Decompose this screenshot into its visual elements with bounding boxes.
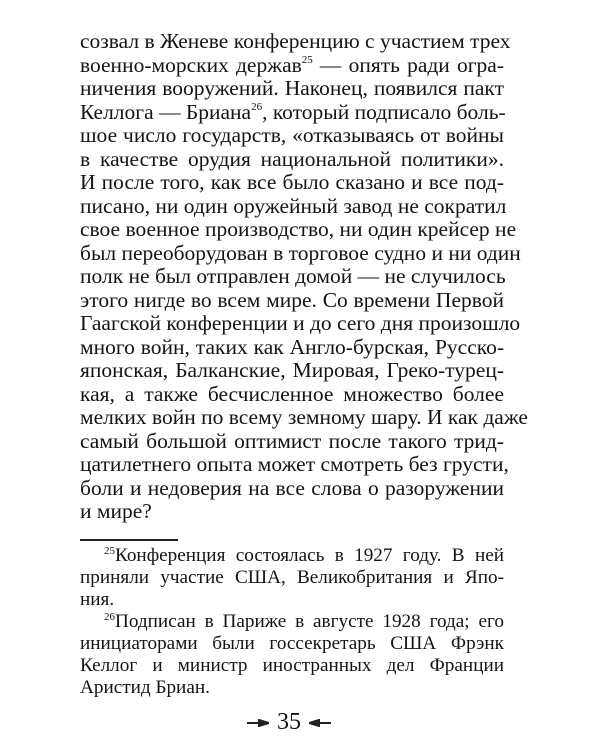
text-line: приняли участие США, Великобритания и Япо- [80,567,504,588]
text-line: и мире? [80,499,152,523]
footnote-number: 25 [104,545,115,557]
ornament-left-icon [247,719,269,727]
text-segment: Подписан в Париже в августе 1928 года; его [115,611,504,632]
text-line: ничения вооружений. Наконец, появился пакт [80,76,504,100]
text-segment: Келлога — Бриана [80,99,252,124]
footnotes [80,545,504,699]
text-line: был переоборудован в торговое судно и ни один [80,240,521,265]
text-line: ния. [80,589,115,610]
text-line: самый большой оптимист после такого трид- [80,428,504,453]
text-line: Аристид Бриан. [80,677,210,698]
text-line: этого нигде во всем мире. Со времени Первой [80,287,504,312]
text-segment: военно-морских держав [80,52,302,77]
page-number: 35 [277,709,301,735]
text-line: созвал в Женеве конференцию с участием трех [80,29,511,53]
footnote-25 [80,545,504,567]
text-line: много войн, таких как Англо-бурская, Русско- [80,334,504,359]
text-line: шое число государств, «отказываясь от войны [80,123,504,147]
text-segment: , который подписало боль- [262,99,506,124]
text-segment: Конференция состоялась в 1927 году. В ней [115,545,504,566]
text-line: мелких войн по всему земному шару. И как даже [80,405,528,429]
footnote-ref-25: 25 [301,53,313,66]
page-number-block [0,708,578,736]
text-segment: — опять ради огра- [312,52,504,77]
footnote-number: 26 [104,611,115,623]
text-line: Гаагской конференции и до сего дня произошло [80,311,521,335]
text-line: писано, ни один оружейный завод не сократил [80,193,507,218]
text-line: инициаторами были госсекретарь США Фрэнк [80,633,504,654]
text-line: в качестве орудия национальной политики». [80,146,504,171]
text-line: Келлог и министр иностранных дел Франции [80,655,504,676]
text-line [80,54,504,78]
footnote-ref-26: 26 [251,100,263,113]
text-line: И после того, как все было сказано и все под- [80,170,504,194]
text-line: кая, а также бесчисленное множество более [80,381,504,406]
footnote-divider [80,539,178,541]
ornament-right-icon [309,719,331,727]
body-text [80,29,528,524]
text-line: японская, Балканские, Мировая, Греко-турец- [80,358,504,382]
text-line: полк не был отправлен домой — не случилось [80,264,506,288]
text-line: цатилетнего опыта может смотреть без грусти, [80,452,509,476]
text-line [80,101,504,125]
text-line: боли и недоверия на все слова о разоружении [80,475,504,500]
text-line: свое военное производство, ни один крейсер не [80,217,517,241]
footnote-26 [80,611,504,633]
